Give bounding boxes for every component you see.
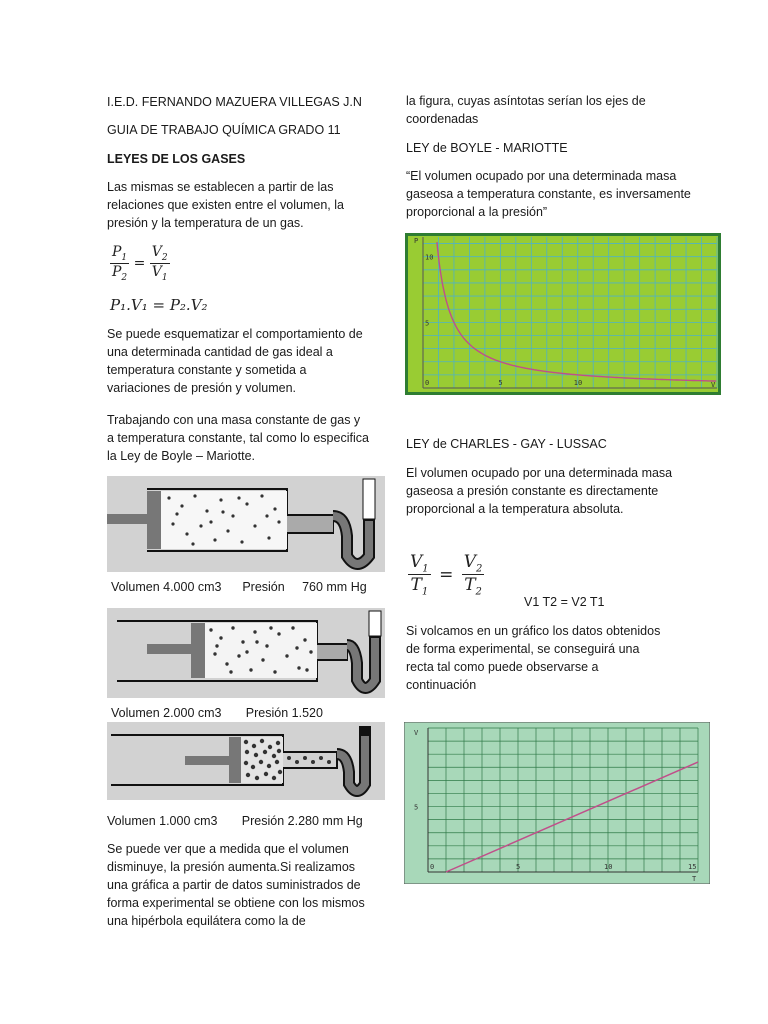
x-tick-label: 5 <box>498 379 503 387</box>
chart-background <box>408 236 718 392</box>
caption-2: Volumen 2.000 cm3 Presión 1.520 <box>111 706 323 720</box>
piston-diagram-3 <box>107 722 385 800</box>
paragraph-behaviour: Se puede esquematizar el comportamiento de una determinada cantidad de gas ideal a temperatura constante y sometida a variaciones de presión y volumen. <box>107 327 363 395</box>
school-name: I.E.D. FERNANDO MAZUERA VILLEGAS J.N <box>107 95 362 109</box>
charles-equation: $\frac{V_1}{T_1}$ = $\frac{V_2}{T_2}$ <box>410 552 483 598</box>
charles-paragraph: Si volcamos en un gráfico los datos obtenidos de forma experimental, se conseguirá una recta tal como puede observarse a continuación <box>406 624 661 692</box>
section-heading: LEYES DE LOS GASES <box>107 152 246 166</box>
boyle-title: LEY de BOYLE - MARIOTTE <box>406 141 568 155</box>
charles-chart <box>404 722 710 884</box>
y-tick-label: 10 <box>425 253 434 262</box>
x-axis-label: T <box>692 875 697 883</box>
boyle-quote: “El volumen ocupado por una determinada masa gaseosa a temperatura constante, es inversamente proporcional a la presión” <box>406 169 691 219</box>
chart-background <box>404 722 710 884</box>
charles-equation-inline: V1 T2 = V2 T1 <box>524 595 605 609</box>
ratio-equation: $\frac{P_1}{P_2}$ = $\frac{V_2}{V_1}$ <box>112 244 168 283</box>
y-tick-label: 5 <box>414 803 419 812</box>
piston-diagram-1 <box>107 476 385 572</box>
y-axis-label: V <box>414 729 419 737</box>
x-tick-label: 15 <box>688 863 697 871</box>
guide-title: GUIA DE TRABAJO QUÍMICA GRADO 11 <box>107 123 341 137</box>
paragraph-hyperbola: Se puede ver que a medida que el volumen disminuye, la presión aumenta.Si realizamos una gráfica a partir de datos suministrados de forma experimental se obtiene con los mismos una hipérbola equilátera como la de <box>107 842 365 928</box>
intro-paragraph: Las mismas se establecen a partir de las relaciones que existen entre el volumen, la presión y la temperatura de un gas. <box>107 180 344 230</box>
y-axis-label: P <box>414 237 419 245</box>
x-axis-label: V <box>711 381 716 389</box>
x-tick-label: 5 <box>516 863 521 871</box>
piston-diagram-2 <box>107 608 385 698</box>
product-equation: P₁.V₁ = P₂.V₂ <box>110 296 208 314</box>
charles-title: LEY de CHARLES - GAY - LUSSAC <box>406 437 607 451</box>
paragraph-continuation: la figura, cuyas asíntotas serían los ejes de coordenadas <box>406 94 646 126</box>
caption-1: Volumen 4.000 cm3 Presión 760 mm Hg <box>111 580 367 594</box>
x-tick-label: 0 <box>430 863 435 871</box>
boyle-chart <box>405 233 721 395</box>
caption-3: Volumen 1.000 cm3 Presión 2.280 mm Hg <box>107 814 363 828</box>
x-tick-label: 10 <box>573 379 583 387</box>
x-tick-label: 10 <box>604 863 613 871</box>
charles-text: El volumen ocupado por una determinada masa gaseosa a presión constante es directamente proporcional a la temperatura absoluta. <box>406 466 673 516</box>
y-tick-label: 5 <box>425 319 430 328</box>
paragraph-boyle: Trabajando con una masa constante de gas y a temperatura constante, tal como lo especifica la Ley de Boyle – Mariotte. <box>107 413 369 463</box>
x-tick-label: 0 <box>425 379 430 387</box>
